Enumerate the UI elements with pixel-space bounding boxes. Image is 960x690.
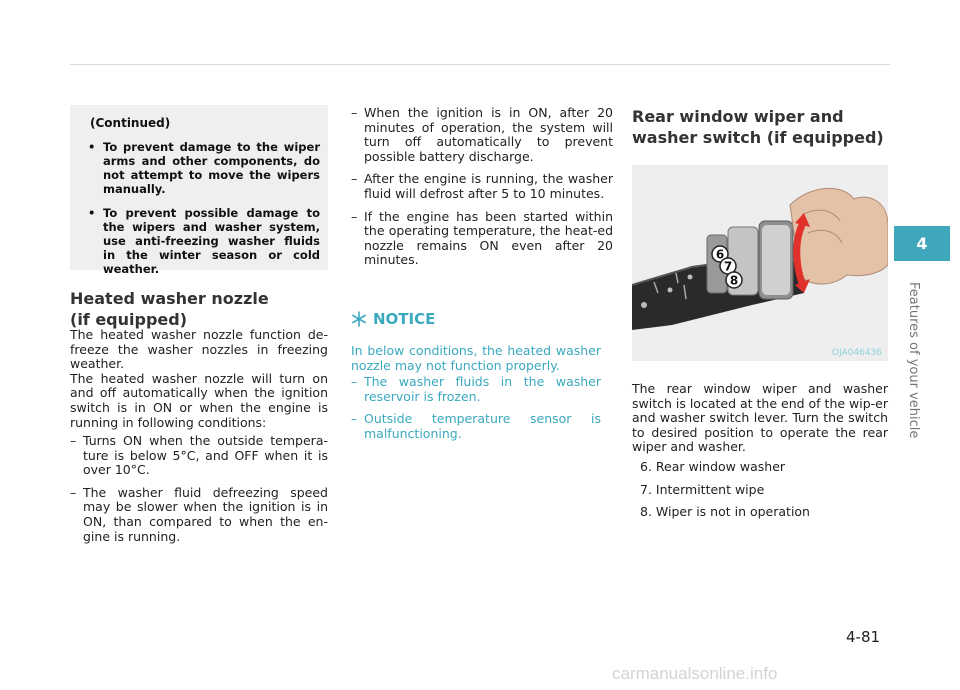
caution-list [84,140,320,276]
condition-item: – When the ignition is in ON, after 20 minutes of operation, the system will turn off automatically to prevent possible battery discharge. [351,106,613,164]
caution-item: • To prevent possible damage to the wipers and washer system, use anti-freezing washer fluids in the winter season or cold weather. [84,206,320,276]
notice-item: – Outside temperature sensor is malfunctioning. [351,412,601,441]
condition-item: – The washer fluid defreezing speed may be slower when the ignition is in ON, than compared to when the en-gine is running. [70,486,328,544]
heated-washer-nozzle-heading: Heated washer nozzle (if equipped) [70,289,269,329]
caution-title: (Continued) [90,116,171,130]
caution-box [70,105,328,276]
snowflake-icon [351,311,367,327]
chapter-title [905,282,933,452]
notice-list [351,375,601,441]
wiper-switch-figure [632,165,888,361]
notice-body [351,344,601,450]
notice-item: – The washer fluids in the washer reservoir is frozen. [351,375,601,404]
rear-wiper-heading: Rear window wiper and washer switch (if equipped) [632,107,884,147]
wiper-switch-illustration [632,165,888,361]
caution-item: • To prevent damage to the wiper arms and other components, do not attempt to move the wipers manually. [84,140,320,196]
conditions-list-middle [351,106,613,276]
condition-item: – After the engine is running, the washer fluid will defrost after 5 to 10 minutes. [351,172,613,201]
figure-code: OJA046436 [831,348,882,358]
chapter-tab: 4 [894,226,950,261]
rear-wiper-paragraph: The rear window wiper and washer switch is located at the end of the wip-er and washer switch lever. Turn the switch to desired position to operate the rear wiper and washer. [632,381,889,455]
heated-nozzle-paragraph-2: The heated washer nozzle will turn on and off automatically when the ignition switch is in ON or when the engine is running in following conditions: [70,370,328,430]
notice-label: NOTICE [373,310,436,328]
callout-7: 7 [723,259,733,274]
rear-wiper-positions [640,460,810,528]
notice-heading [351,310,435,328]
condition-item: – If the engine has been started within the operating temperature, the heat-ed nozzle remains ON even after 20 minutes. [351,210,613,268]
position-item: 6. Rear window washer [640,459,786,474]
watermark: carmanualsonline.info [612,664,778,683]
top-rule [70,64,890,65]
position-item: 7. Intermittent wipe [640,481,765,497]
notice-intro: In below conditions, the heated washer nozzle may not function properly. [351,343,601,373]
page-number: 4-81 [846,628,881,646]
chapter-title-text: Features of your vehicle [906,282,921,439]
position-item: 8. Wiper is not in operation [640,504,810,520]
heated-nozzle-paragraph-1: The heated washer nozzle function de-freeze the washer nozzles in freezing weather. [70,327,328,372]
conditions-list-left [70,434,328,552]
condition-item: – Turns ON when the outside tempera-ture is below 5°C, and OFF when it is over 10°C. [70,434,328,478]
callout-6: 6 [715,247,725,262]
callout-8: 8 [729,273,739,288]
heated-nozzle-paragraph [70,328,328,430]
